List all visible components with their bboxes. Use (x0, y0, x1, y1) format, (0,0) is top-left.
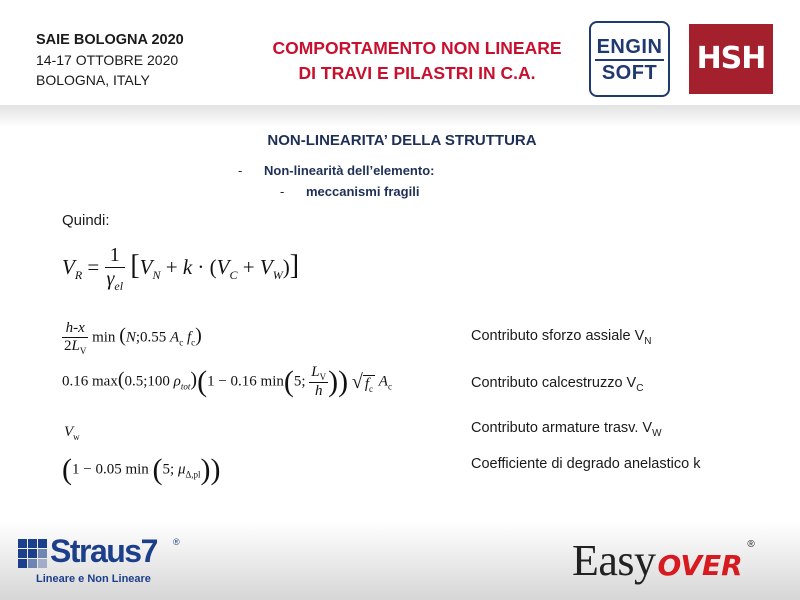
enginsoft-logo (589, 21, 670, 97)
easyover-logo (572, 535, 755, 585)
contribution-subscript: C (636, 382, 644, 394)
enginsoft-logo-divider (595, 59, 664, 61)
straus7-logo (18, 533, 188, 589)
bullet-dash: - (238, 163, 243, 178)
event-info (36, 30, 184, 90)
contribution-text: Coefficiente di degrado anelastico k (471, 456, 701, 472)
bullet-item-1 (238, 163, 434, 178)
bullet-text: Non-linearità dell’elemento: (264, 163, 435, 178)
easyover-over: OVER (657, 549, 743, 582)
contribution-text: Contributo calcestruzzo V (471, 375, 637, 391)
straus7-registered-mark: ® (173, 537, 180, 547)
hsh-logo: HSH (689, 24, 773, 94)
axial-contribution-formula: $\frac{h-x}{2L_V}$ min (N;0.55 $A_c$ $f_c$) (64, 320, 202, 356)
degradation-coefficient-formula: (1 − 0.05 min (5; $\mu_{\Delta,pl}$)) (62, 453, 221, 486)
contribution-label-transverse (471, 420, 662, 439)
bullet-dash: - (280, 184, 285, 199)
section-title: NON-LINEARITA’ DELLA STRUTTURA (267, 132, 537, 149)
event-dates: 14-17 OTTOBRE 2020 (36, 52, 179, 68)
contribution-label-axial (471, 328, 652, 347)
contribution-subscript: N (644, 335, 652, 347)
bullet-item-2 (280, 184, 419, 199)
contribution-subscript: W (652, 427, 662, 439)
bullet-text: meccanismi fragili (306, 184, 420, 199)
intro-text: Quindi: (62, 212, 110, 229)
event-name: SAIE BOLOGNA 2020 (36, 32, 184, 48)
contribution-label-concrete (471, 375, 643, 394)
transverse-contribution-formula: $V_w$ (64, 424, 80, 442)
concrete-contribution-formula: 0.16 max(0.5;100 $\rho_{tot})(1 - 0.16$ min(5; $\frac{L_V}{h}$ )) √ $f_c$ $A_c$ (62, 364, 392, 399)
straus7-tagline: Lineare e Non Lineare (36, 573, 151, 585)
shear-resistance-formula: $V_R$ = $\frac{1}{\gamma_{el}}$ $[V_N + k \cdot (V_C + V_W)]$ (62, 244, 300, 293)
contribution-text: Contributo sforzo assiale V (471, 328, 645, 344)
header-divider-band (0, 105, 800, 127)
easyover-easy: Easy (572, 536, 656, 585)
enginsoft-logo-line-2: SOFT (601, 62, 658, 84)
enginsoft-logo-line-1: ENGIN (596, 36, 663, 58)
title-line-2: DI TRAVI E PILASTRI IN C.A. (298, 63, 536, 83)
contribution-text: Contributo armature trasv. V (471, 420, 653, 436)
straus7-name: Straus7 (50, 533, 157, 569)
contribution-label-degradation (471, 456, 700, 472)
event-place: BOLOGNA, ITALY (36, 72, 150, 88)
title-line-1: COMPORTAMENTO NON LINEARE (272, 38, 562, 58)
easyover-registered-mark: ® (747, 539, 755, 550)
straus7-grid-icon (18, 539, 48, 569)
presentation-title (232, 36, 602, 86)
